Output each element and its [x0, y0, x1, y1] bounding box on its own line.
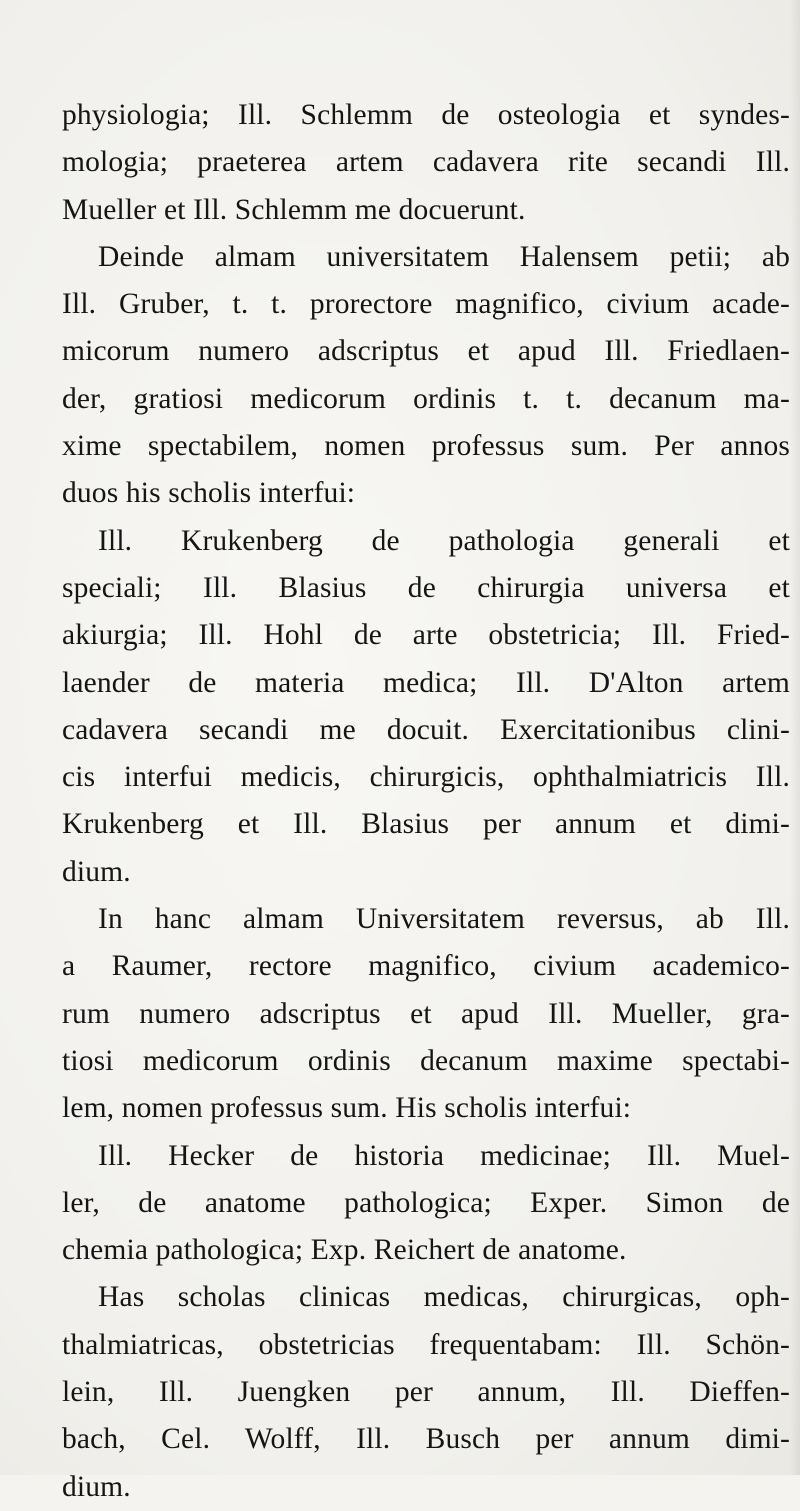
text-line: thalmiatricas, obstetricias frequentabam: Ill. Schön- — [62, 1328, 790, 1361]
text-line: xime spectabilem, nomen professus sum. Per annos — [62, 430, 790, 463]
text-line: Has scholas clinicas medicas, chirurgicas, oph- — [98, 1281, 790, 1314]
page-edge-shadow — [790, 0, 800, 1475]
text-line: cadavera secandi me docuit. Exercitationibus clini- — [62, 713, 790, 746]
text-line: micorum numero adscriptus et apud Ill. Friedlaen- — [62, 335, 790, 368]
text-line: In hanc almam Universitatem reversus, ab Ill. — [98, 903, 790, 936]
text-line: mologia; praeterea artem cadavera rite secandi Ill. — [62, 146, 790, 179]
text-line: der, gratiosi medicorum ordinis t. t. decanum ma- — [62, 382, 790, 415]
text-line: Ill. Gruber, t. t. prorectore magnifico, civium acade- — [62, 288, 790, 321]
text-line: Ill. Krukenberg de pathologia generali et — [98, 524, 790, 557]
text-line: laender de materia medica; Ill. D'Alton artem — [62, 666, 790, 699]
text-line: tiosi medicorum ordinis decanum maxime spectabi- — [62, 1044, 790, 1077]
text-line: Krukenberg et Ill. Blasius per annum et dimi- — [62, 808, 790, 841]
text-line: a Raumer, rectore magnifico, civium academico- — [62, 950, 790, 983]
text-line: rum numero adscriptus et apud Ill. Mueller, gra- — [62, 997, 790, 1030]
text-line: chemia pathologica; Exp. Reichert de anatome. — [62, 1234, 627, 1267]
text-line: physiologia; Ill. Schlemm de osteologia et syndes- — [62, 99, 790, 131]
body-text — [62, 92, 790, 1511]
text-line: cis interfui medicis, chirurgicis, ophthalmiatricis Ill. — [62, 761, 790, 794]
text-line: duos his scholis interfui: — [62, 477, 356, 510]
text-line: dium. — [62, 1470, 131, 1503]
text-line: akiurgia; Ill. Hohl de arte obstetricia; Ill. Fried- — [62, 619, 790, 652]
text-line: lem, nomen professus sum. His scholis interfui: — [62, 1092, 632, 1125]
text-line: bach, Cel. Wolff, Ill. Busch per annum dimi- — [62, 1423, 790, 1456]
text-line: Mueller et Ill. Schlemm me docuerunt. — [62, 193, 526, 226]
text-line: speciali; Ill. Blasius de chirurgia universa et — [62, 571, 790, 604]
text-line: lein, Ill. Juengken per annum, Ill. Dieffen- — [62, 1376, 790, 1409]
text-line: ler, de anatome pathologica; Exper. Simon de — [62, 1186, 790, 1219]
text-line: dium. — [62, 855, 131, 888]
text-line: Ill. Hecker de historia medicinae; Ill. Muel- — [98, 1139, 790, 1172]
text-line: Deinde almam universitatem Halensem petii; ab — [98, 240, 790, 273]
